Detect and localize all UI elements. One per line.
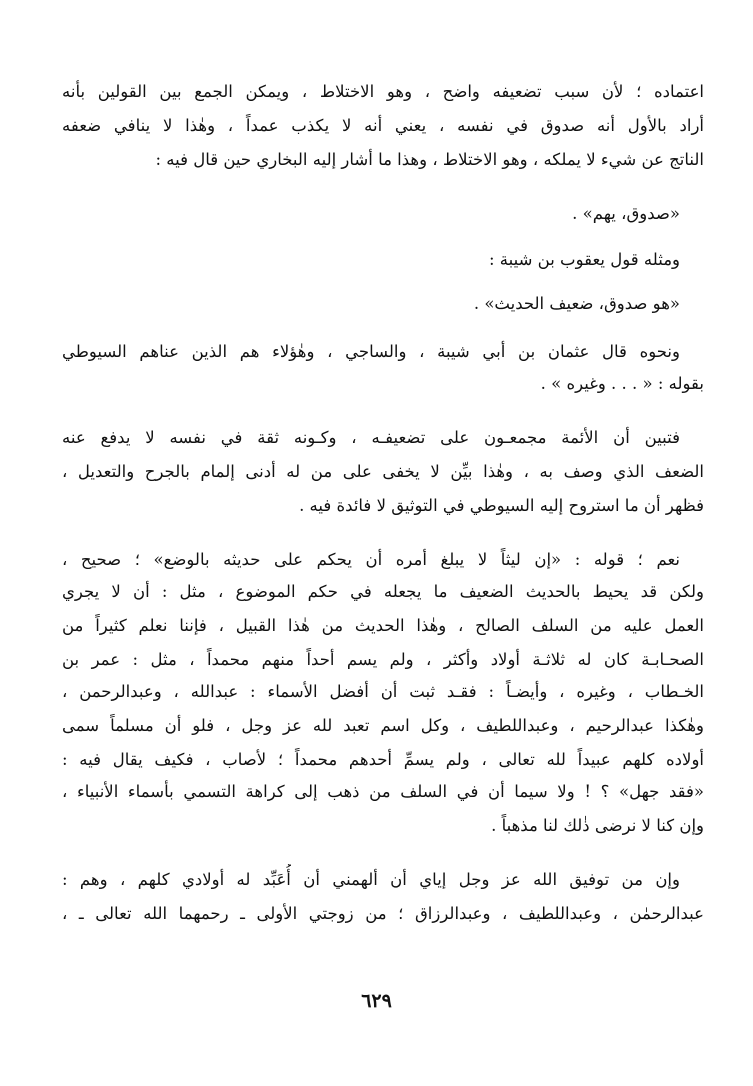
text-line: اعتماده ؛ لأن سبب تضعيفه واضح ، وهو الاختلاط ، ويمكن الجمع بين القولين بأنه [62, 82, 704, 101]
text-line: نعم ؛ قوله : «إن ليثاً لا يبلغ أمره أن يحكم على حديثه بالوضع» ؛ صحيح ، [62, 550, 680, 569]
text-line: ولكن قد يحيط بالحديث الضعيف ما يجعله في حكم الموضوع ، مثل : أن لا يجري [62, 582, 704, 601]
text-line: «صدوق، يهم» . [572, 204, 680, 223]
text-line: أراد بالأول أنه صدوق في نفسه ، يعني أنه لا يكذب عمداً ، وهٰذا لا ينافي ضعفه [62, 116, 704, 135]
page-number: ٦٢٩ [361, 990, 392, 1012]
text-line: الصحـابـة كان له ثلاثـة أولاد وأكثر ، ولم يسم أحداً منهم محمداً ، مثل : عمر بن [62, 650, 704, 669]
text-line: الخـطاب ، وغيره ، وأيضـاً : فقـد ثبت أن أفضل الأسماء : عبدالله ، وعبدالرحمن ، [62, 682, 704, 701]
text-line: الضعف الذي وصف به ، وهٰذا بيِّن لا يخفى على من له أدنى إلمام بالجرح والتعديل ، [62, 462, 704, 481]
text-line: وإن من توفيق الله عز وجل إياي أن ألهمني أن أُعَبِّد له أولادي كلهم ، وهم : [62, 870, 680, 889]
text-line: عبدالرحمٰن ، وعبداللطيف ، وعبدالرزاق ؛ من زوجتي الأولى ـ رحمهما الله تعالى ـ ، [62, 904, 704, 923]
text-line: وإن كنا لا نرضى ذٰلك لنا مذهباً . [491, 816, 704, 835]
text-line: «فقد جهل» ؟ ! ولا سيما أن في السلف من ذهب إلى كراهة التسمي بأسماء الأنبياء ، [62, 782, 704, 801]
text-line: الناتج عن شيء لا يملكه ، وهو الاختلاط ، وهذا ما أشار إليه البخاري حين قال فيه : [155, 150, 704, 169]
text-line: بقوله : « . . . وغيره » . [540, 374, 704, 393]
text-line: ونحوه قال عثمان بن أبي شيبة ، والساجي ، وهٰؤلاء هم الذين عناهم السيوطي [62, 342, 680, 361]
text-line: فتبين أن الأئمة مجمعـون على تضعيفـه ، وكـونه ثقة في نفسه لا يدفع عنه [62, 428, 680, 447]
text-line: «هو صدوق، ضعيف الحديث» . [473, 294, 680, 313]
text-line: ومثله قول يعقوب بن شيبة : [488, 250, 680, 269]
text-line: وهٰكذا عبدالرحيم ، وعبداللطيف ، وكل اسم تعبد لله عز وجل ، فلو أن مسلماً سمى [62, 716, 704, 735]
text-line: العمل عليه من السلف الصالح ، وهٰذا الحديث من هٰذا القبيل ، فإننا نعلم كثيراً من [62, 616, 704, 635]
text-line: فظهر أن ما استروح إليه السيوطي في التوثيق لا فائدة فيه . [299, 496, 704, 515]
page-body [62, 62, 704, 1022]
text-line: أولاده كلهم عبيداً لله تعالى ، ولم يسمِّ أحدهم محمداً ؛ لأصاب ، فكيف يقال فيه : [62, 750, 704, 769]
